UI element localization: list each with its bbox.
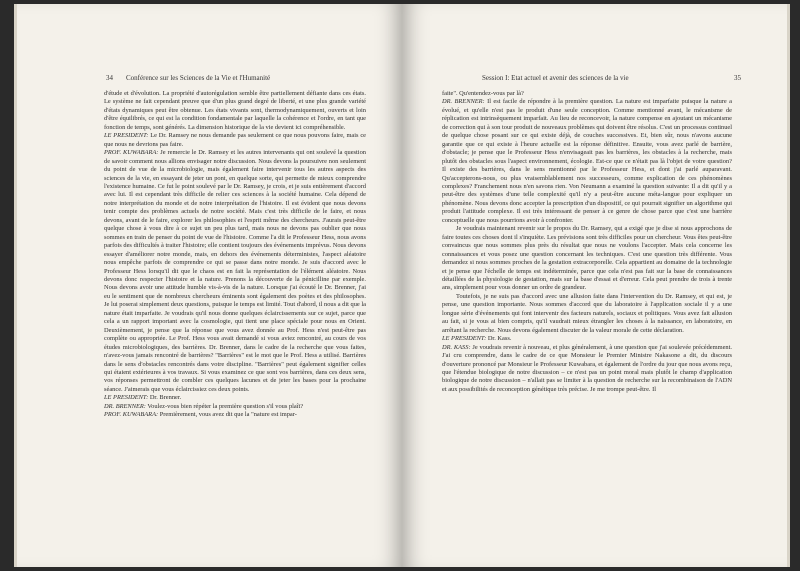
speaker-name: PROF. KUWABARA:	[104, 411, 159, 419]
paragraph-text: Il est facile de répondre à la première question. La nature est imparfaite puisque la nature a évolué, et qu'elle n'est pas le produit d'une seule conception. Comme mentionné avant, le mécanisme de réplication est intrinsèquement imparfait. Au lieu de reconcevoir, la nature compense en ajoutant un mécanisme de correction qui à son tour produit de nouveaux problèmes qui doivent être résolus. C'est un processus continuel de quelque chose posant sur ce qui existe déjà, de couches successives. Et, bien sûr, nous n'avons aucune garantie que ce qui existe à l'heure actuelle est la réponse définitive. Ensuite, vous avez parlé de barrière, d'obstacle; je pense que le Professeur Hess n'envisageait pas les barrières, les obstacles à la recherche, mais plutôt des obstacles sous l'aspect environnement, écologie. Est-ce que ce n'était pas là l'objet de votre question? Il existe des barrières, dans le sens mentionné par le Professeur Hess, et dont j'ai parlé auparavant. Qu'accepterons-nous, ou plus vraisemblablement nos successeurs, comme explication de ces phénomènes complexes? Franchement nous n'en savons rien. Von Neumann a examiné la question suivante: Il a dit qu'il y a peut-être des systèmes d'une telle complexité qu'il n'y a peut-être aucune méta-langue pour expliquer un phénomène. Nous devons donc accepter la prescription d'un dispositif, ce qui pourrait signifier un algorithme qui produit l'attitude complexe. Il est très intéressant de penser à ce genre de chose parce que c'est une barrière conceptuelle que nous pourrions avoir à confronter.	[442, 98, 732, 224]
paragraph	[104, 90, 366, 132]
paragraph-text: Dr. Kass.	[487, 335, 512, 343]
speaker-name: PROF. KUWABARA:	[104, 149, 159, 157]
open-book	[14, 4, 790, 567]
paragraph-text: Voulez-vous bien répéter la première question s'il vous plaît?	[147, 402, 304, 410]
running-head: Session I: Etat actuel et avenir des sciences de la vie	[482, 74, 629, 82]
paragraph-text: Toutefois, je ne suis pas d'accord avec une allusion faite dans l'intervention du Dr. Ramsey, et qui est, je pense, une question importante. Nous sommes d'accord que du laboratoire à l'application sociale il y a une longue série d'événements qui font intervenir des facteurs naturels, sociaux et politiques. Vous avez fait allusion au fait, si je vous ai bien compris, qu'il vaudrait mieux étrangler les choses à la naissance, en laboratoire, en arrêtant la recherche. Nous devons également discuter de la valeur morale de cette déclaration.	[442, 292, 732, 334]
paragraph	[442, 225, 732, 293]
page-edge	[14, 4, 17, 567]
paragraph	[104, 132, 366, 149]
paragraph-text: d'étude et d'évolution. La propriété d'autorégulation semble être partiellement défiante dans ces états. Le système ne fait cependant preuve que d'un plus grand degré de liberté, et une plus grande variété d'états dynamiques peut être obtenue. Les états vivants sont, thermodynamiquement, ouverts et loin d'être équilibrés, ce qui est la condition fondamentale par laquelle la cohérence et l'ordre, en tant que fonction de temps, sont générés. La dimension historique de la vie devient ici compréhensible.	[104, 90, 366, 131]
page-number: 35	[734, 74, 741, 82]
paragraph-text: Je voudrais maintenant revenir sur le propos du Dr. Ramsey, qui a exigé que je dise si nous approchons de faire toutes ces choses dont il s'inquiète. Les prévisions sont très difficiles pour un chercheur. Vous êtes peut-être convaincus que nous sommes plus près du résultat que nous ne voulons l'accepter. Mais cela concerne les connaissances et vous posez une question concernant les techniques. C'est une question très différente. Vous demandez si nous sommes proches de la gestation extracorporelle. Cela appartient au domaine de la technologie et je pense que l'échelle de temps est indéterminée, parce que cela n'est pas fait sur la base de connaissances détaillées de la physiologie de gestation, mais sur la base d'essai et d'erreur. Cela peut prendre de trois à trente ans, simplement pour vous donner un ordre de grandeur.	[442, 225, 732, 292]
paragraph-text: Le Dr. Ramsey ne nous demande pas seulement ce que nous pouvons faire, mais ce que nous ne devrions pas faire.	[104, 132, 366, 148]
paragraph	[442, 293, 732, 335]
speaker-name: DR. BRENNER:	[104, 402, 146, 410]
speaker-name: LE PRESIDENT:	[104, 132, 149, 140]
paragraph-text: Je voudrais revenir à nouveau, et plus généralement, à une question que j'ai soulevée précédemment. J'ai cru comprendre, dans le cadre de ce que Monsieur le Premier Ministre Nakasone a dit, du discours d'ouverture prononcé par Monsieur le Professeur Kuwabara, et également de l'ordre du jour que nous avons reçu, que l'étendue biologique de notre discussion – ce n'est pas un point moral mais plutôt le champ d'application biologique de notre discussion – n'allait pas se limiter à la question de recherche sur la recombinaison de l'ADN et aux possibilités de reconception génétique très précise. Je me trompe peut-être. Il	[442, 343, 732, 393]
paragraph-text: Premièrement, vous avez dit que la "nature est impar-	[159, 411, 297, 419]
paragraph	[442, 335, 732, 343]
page-body	[442, 90, 732, 394]
left-page	[14, 4, 402, 567]
paragraph-text: Dr. Brenner.	[149, 394, 182, 402]
speaker-name: DR. BRENNER:	[442, 98, 485, 106]
page-body	[104, 90, 366, 420]
page-number: 34	[106, 74, 113, 82]
speaker-name: LE PRESIDENT:	[104, 394, 149, 402]
paragraph	[104, 149, 366, 394]
right-page	[402, 4, 790, 567]
running-head: Conférence sur les Sciences de la Vie et l'Humanité	[126, 74, 271, 82]
page-edge	[787, 4, 790, 567]
paragraph	[104, 394, 366, 402]
speaker-name: LE PRESIDENT:	[442, 335, 487, 343]
paragraph	[442, 90, 732, 98]
paragraph-text: Je remercie le Dr. Ramsey et les autres intervenants qui ont soulevé la question de savoir comment nous allions envisager notre discussion. Nous devons la poursuivre non seulement du point de vue de la microbiologie, mais également faire intervenir tous les autres aspects des sciences de la vie, en essayant de jeter un pont, en quelque sorte, qui permette de mieux comprendre l'existence humaine. Ce fut le point soulevé par le Dr. Ramsey, je crois, et je suis entièrement d'accord avec lui. Il est cependant très difficile de relier ces sciences à la société humaine. Cela dépend de notre interprétation du monde et de notre interprétation de l'histoire. Il est évident que nous devons tenir compte des problèmes actuels de notre société. Mais c'est très difficile de le faire, et nous devons, avant de le faire, explorer les philosophies et l'esprit même des chercheurs. J'aurais peut-être quelque chose à vous dire à ce sujet un peu plus tard, mais nous ne devons pas oublier que nous sommes en train de penser du point de vue de l'histoire. Comme l'a dit le Professeur Hess, nous avons parfois des difficultés à traiter l'histoire; elle contient toujours des événements imprévus. Nous devons essayer d'améliorer notre monde, mais, en dehors des événements déterministes, l'aspect aléatoire nous empêche parfois de comprendre ce qui se passe dans notre monde. Je suis d'accord avec le Professeur Hess lorsqu'il dit que le chaos est en fait la représentation de l'élément aléatoire. Nous devons donc respecter l'histoire et la nature. Prenons la découverte de la pénicilline par exemple. Nous devons avoir une attitude humble vis-à-vis de la nature. Lorsque j'ai écouté le Dr. Brenner, j'ai eu le sentiment que de nombreux chercheurs éminents sont également des poètes et des philosophes. Je lui poserai simplement deux questions, puisque le temps est limité. Tout d'abord, il nous a dit que la nature était imparfaite. Je voudrais qu'il nous donne quelques éclaircissements sur ce sujet, parce que cela a un rapport important avec la cosmologie, qui tient une place spéciale pour nous en Orient. Deuxièmement, je pense que la réponse que vous avez donnée au Prof. Hess n'est peut-être pas complète ou appropriée. Le Prof. Hess vous avait demandé si vous aviez rencontré, au cours de vos études microbiologiques, des barrières. Dr. Brenner, dans le cadre de la recherche que vous faites, n'avez-vous jamais rencontré de barrières? "Barrières" est le mot que le Prof. Hess a utilisé. Barrières dans le sens d'obstacles rencontrés dans votre discipline. "Barrières" peut également signifier celles qui étaient extérieures à vos travaux. Si vous examinez ce que sont vos barrières, dans ces deux sens, vos réponses permettront de combler ces quelques lacunes et de jeter les bases pour la prochaine séance. J'aimerais que vous éclaircissiez ces deux points.	[104, 149, 366, 393]
speaker-name: DR. KASS:	[442, 343, 471, 351]
paragraph	[442, 344, 732, 395]
paragraph	[104, 403, 366, 411]
paragraph-text: faite". Qu'entendez-vous par là?	[442, 90, 524, 97]
paragraph	[104, 411, 366, 419]
paragraph	[442, 98, 732, 225]
